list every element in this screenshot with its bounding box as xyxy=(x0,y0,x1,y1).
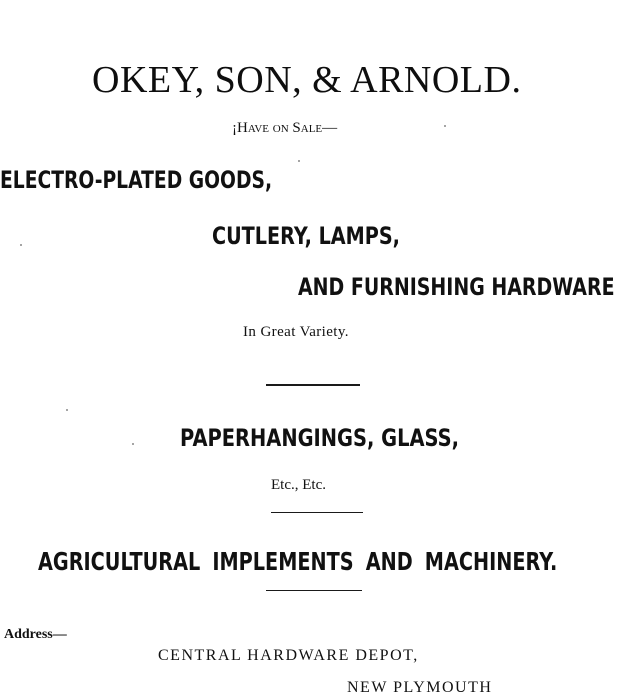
print-speck xyxy=(132,443,134,445)
address-line-1: CENTRAL HARDWARE DEPOT, xyxy=(158,647,419,664)
address-label: Address— xyxy=(4,627,67,642)
divider-1 xyxy=(266,384,360,386)
print-speck xyxy=(298,160,300,162)
cutlery-lamps-line: CUTLERY, LAMPS, xyxy=(212,222,400,250)
divider-3 xyxy=(266,590,362,591)
have-on-sale-label: ¡Have on Sale— xyxy=(232,120,338,136)
print-speck xyxy=(20,244,22,246)
etc-text: Etc., Etc. xyxy=(271,477,326,493)
divider-2 xyxy=(271,512,363,513)
address-line-2: NEW PLYMOUTH xyxy=(347,679,493,696)
great-variety-text: In Great Variety. xyxy=(243,324,349,340)
furnishing-hardware-line: AND FURNISHING HARDWARE xyxy=(298,273,615,301)
agricultural-machinery-line: AGRICULTURAL IMPLEMENTS AND MACHINERY. xyxy=(38,547,558,576)
print-speck xyxy=(444,125,446,127)
firm-name: OKEY, SON, & ARNOLD. xyxy=(92,59,522,101)
paperhangings-glass-line: PAPERHANGINGS, GLASS, xyxy=(180,424,460,452)
print-speck xyxy=(66,409,68,411)
electro-plated-goods-line: ELECTRO-PLATED GOODS, xyxy=(0,166,273,194)
